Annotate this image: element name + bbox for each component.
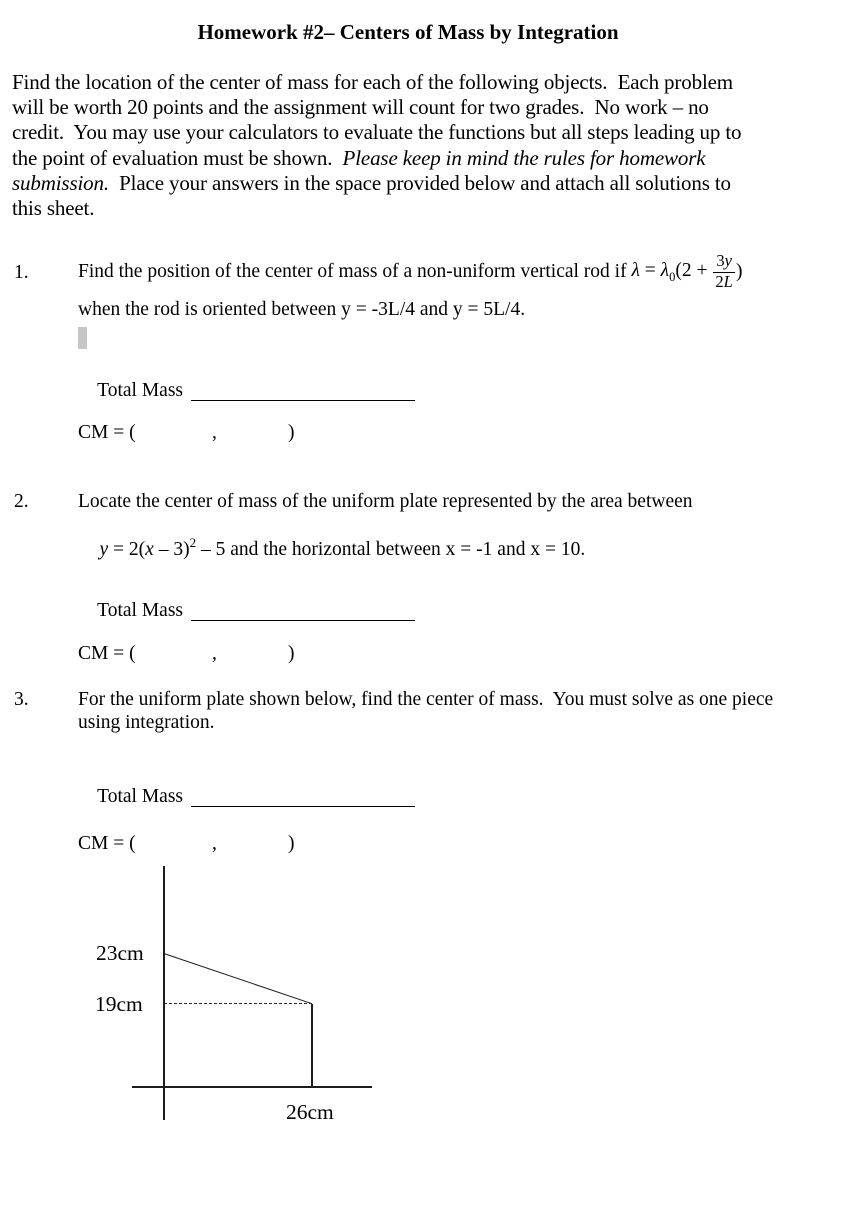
cm-comma: ,: [212, 422, 217, 443]
intro-line: [12, 120, 741, 145]
problem2-total-mass-field: [78, 572, 415, 650]
problem1-text: Find the position of the center of mass of a non-uniform vertical rod if: [78, 261, 632, 282]
fraction-numerator: 3y: [713, 252, 735, 272]
problem1-number: 1.: [14, 262, 29, 283]
total-mass-label: Total Mass: [97, 380, 183, 401]
intro-paragraph: [12, 70, 741, 221]
problem3-statement-line2: using integration.: [78, 712, 215, 733]
cm-label: CM = (: [78, 422, 136, 443]
cursor-artifact: [78, 327, 87, 349]
exponent: 2: [189, 535, 197, 550]
intro-text: will be worth 20 points and the assignment will count for two grades. No work – no: [12, 95, 709, 120]
lambda-formula: [631, 260, 712, 285]
figure-y-axis: [163, 866, 165, 1120]
lambda-subscript: 0: [669, 269, 676, 284]
problem2-number: 2.: [14, 491, 29, 512]
intro-line: [12, 95, 741, 120]
figure-right-height-label: 19cm: [95, 992, 143, 1016]
lambda-symbol: λ: [631, 259, 640, 281]
total-mass-blank-line: [191, 792, 415, 807]
figure-x-axis: [132, 1086, 372, 1088]
total-mass-blank-line: [191, 386, 415, 401]
cm-close-paren: ): [288, 643, 295, 664]
intro-line: [12, 70, 741, 95]
fraction: [713, 252, 735, 292]
cm-close-paren: ): [288, 422, 295, 443]
cm-label: CM = (: [78, 833, 136, 854]
problem2-statement-line1: Locate the center of mass of the uniform plate represented by the area between: [78, 491, 693, 512]
problem1-total-mass-field: [78, 352, 415, 430]
intro-line: [12, 171, 741, 196]
problem1-cm-field: [78, 420, 338, 446]
problem2-cm-field: [78, 641, 338, 667]
lambda0-symbol: λ: [660, 259, 670, 281]
problem3-statement-line1: For the uniform plate shown below, find the center of mass. You must solve as one piece: [78, 689, 774, 710]
figure-right-edge: [311, 1004, 313, 1087]
formula-text: – 3): [153, 539, 190, 560]
intro-text: credit. You may use your calculators to evaluate the functions but all steps leading up to: [12, 120, 742, 145]
x-symbol: x: [145, 539, 154, 560]
y-symbol: y: [99, 539, 109, 560]
intro-text-italic: submission.: [12, 170, 109, 195]
problem3-total-mass-field: [78, 758, 415, 836]
problem2-text-after-formula: and the horizontal between x = -1 and x = 10.: [225, 539, 586, 560]
formula-text: – 5: [196, 539, 226, 560]
page-title: Homework #2– Centers of Mass by Integration: [197, 20, 619, 44]
formula-text: = 2(: [108, 539, 146, 560]
figure-slanted-top-edge: [164, 953, 312, 1004]
cm-comma: ,: [212, 833, 217, 854]
problem1-statement-line2: when the rod is oriented between y = -3L/4 and y = 5L/4.: [78, 299, 526, 320]
problem3-number: 3.: [14, 689, 29, 710]
fraction-denominator: 2L: [715, 272, 733, 291]
equals-sign: =: [639, 259, 661, 281]
intro-text: the point of evaluation must be shown.: [12, 145, 343, 170]
formula-open: (2 +: [675, 259, 713, 281]
total-mass-label: Total Mass: [97, 600, 183, 621]
figure-left-height-label: 23cm: [96, 941, 144, 965]
problem3-cm-field: [78, 831, 338, 857]
cm-comma: ,: [212, 643, 217, 664]
total-mass-label: Total Mass: [97, 786, 183, 807]
intro-text-italic: Please keep in mind the rules for homework: [342, 145, 706, 170]
figure-dashed-height-line: [164, 1003, 312, 1004]
intro-line: [12, 196, 741, 221]
formula-close: ): [735, 261, 743, 282]
cm-close-paren: ): [288, 833, 295, 854]
intro-line: [12, 146, 741, 171]
figure-width-label: 26cm: [286, 1100, 334, 1124]
intro-text: this sheet.: [12, 195, 95, 220]
problem1-statement-line1: [78, 246, 742, 298]
intro-text: Find the location of the center of mass for each of the following objects. Each problem: [12, 70, 733, 94]
intro-text: Place your answers in the space provided below and attach all solutions to: [108, 170, 731, 195]
total-mass-blank-line: [191, 606, 415, 621]
cm-label: CM = (: [78, 643, 136, 664]
